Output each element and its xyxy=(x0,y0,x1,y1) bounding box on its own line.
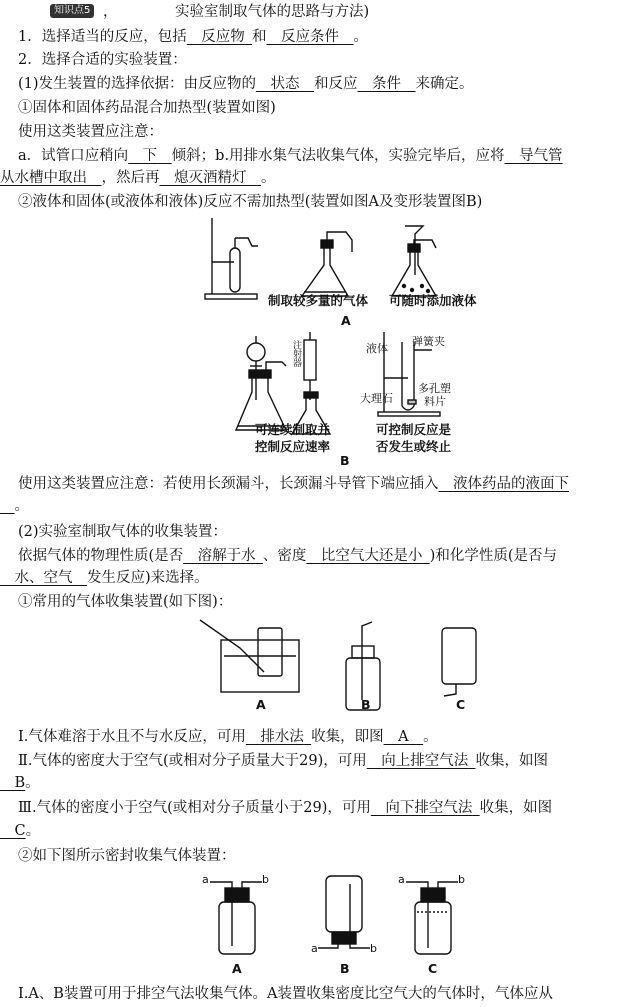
sealed-bottle-b xyxy=(318,876,370,948)
line-9: 使用这类装置应注意：若使用长颈漏斗，长颈漏斗导管下端应插入 液体药品的液面下 xyxy=(18,476,569,492)
fig2-label-a: A xyxy=(256,697,266,712)
fig3-label-b: B xyxy=(340,961,350,976)
liquid-label: 液体 xyxy=(366,342,388,355)
fig1-caption-b2b: 否发生或终止 xyxy=(376,439,452,454)
fig1-caption-a1: 制取较多量的气体 xyxy=(268,293,369,308)
fig1-label-b: B xyxy=(340,453,350,468)
fig3-label-c: C xyxy=(428,961,438,976)
line-2: 2．选择合适的实验装置： xyxy=(18,52,187,68)
line-12: 依据气体的物理性质(是否 溶解于水 、密度 比空气大还是小 )和化学性质(是否与 xyxy=(18,548,557,564)
line-7: 从水槽中取出 ，然后再 熄灭酒精灯 。 xyxy=(0,170,276,186)
sealed-bottle-a xyxy=(210,882,262,954)
fig1-label-a: A xyxy=(341,313,351,328)
marble-label: 大理石 xyxy=(360,392,393,405)
fig3-pipe-a-label-b: a xyxy=(311,942,318,955)
line-5: 使用这类装置应注意： xyxy=(18,124,163,140)
line-17: B。 xyxy=(14,775,40,791)
line-21: Ⅰ.A、B装置可用于排空气法收集气体。A装置收集密度比空气大的气体时，气体应从 xyxy=(18,986,553,1002)
line-13: 水、空气 发生反应)来选择。 xyxy=(14,570,209,586)
line-14: ①常用的气体收集装置(如下图)： xyxy=(18,594,233,610)
line-20: ②如下图所示密封收集气体装置： xyxy=(18,848,236,864)
fig3-label-a: A xyxy=(232,961,242,976)
header-separator: ， xyxy=(103,4,118,20)
syringe-label: 注射器 xyxy=(291,340,301,367)
line-6: a．试管口应稍向 下 倾斜；b.用排水集气法收集气体，实验完毕后，应将 导气管 xyxy=(18,148,563,164)
line-3: (1)发生装置的选择依据：由反应物的 状态 和反应 条件 来确定。 xyxy=(18,76,474,92)
fig2-label-b: B xyxy=(361,697,371,712)
sealed-bottle-c xyxy=(406,882,458,954)
section-title: 实验室制取气体的思路与方法) xyxy=(175,4,370,20)
fig2-label-c: C xyxy=(456,697,466,712)
plate-label-1: 多孔塑 xyxy=(418,382,451,395)
knowledge-point-badge: 知识点5 xyxy=(50,4,94,18)
line-16: Ⅱ.气体的密度大于空气(或相对分子质量大于29)，可用 向上排空气法 收集，如图 xyxy=(18,753,548,769)
fig3-pipe-b-label-c: b xyxy=(458,873,465,886)
line-1: 1．选择适当的反应，包括 反应物 和 反应条件 。 xyxy=(18,29,368,45)
fig3-pipe-b-label: b xyxy=(262,873,269,886)
line-15: Ⅰ.气体难溶于水且不与水反应，可用 排水法 收集，即图 A 。 xyxy=(18,729,438,745)
fig3-pipe-a-label: a xyxy=(202,873,209,886)
fig3-pipe-b-label-b: b xyxy=(370,942,377,955)
clamp-label: 弹簧夹 xyxy=(412,335,445,348)
plate-label-2: 料片 xyxy=(424,395,446,408)
fig1-caption-a2: 可随时添加液体 xyxy=(389,293,477,308)
line-8: ②液体和固体(或液体和液体)反应不需加热型(装置如图A及变形装置图B) xyxy=(18,194,483,210)
line-4: ①固体和固体药品混合加热型(装置如图) xyxy=(18,100,276,116)
line-19: C。 xyxy=(14,823,41,839)
line-11: (2)实验室制取气体的收集装置： xyxy=(18,524,228,540)
fig1-caption-b2a: 可控制反应是 xyxy=(376,422,452,437)
fig3-pipe-a-label-c: a xyxy=(398,873,405,886)
fig1-caption-b1b: 控制反应速率 xyxy=(255,439,331,454)
line-10: 。 xyxy=(14,498,29,514)
fig1-caption-b1a: 可连续制取并 xyxy=(255,422,331,437)
line-18: Ⅲ.气体的密度小于空气(或相对分子质量小于29)，可用 向下排空气法 收集，如图 xyxy=(18,800,553,816)
